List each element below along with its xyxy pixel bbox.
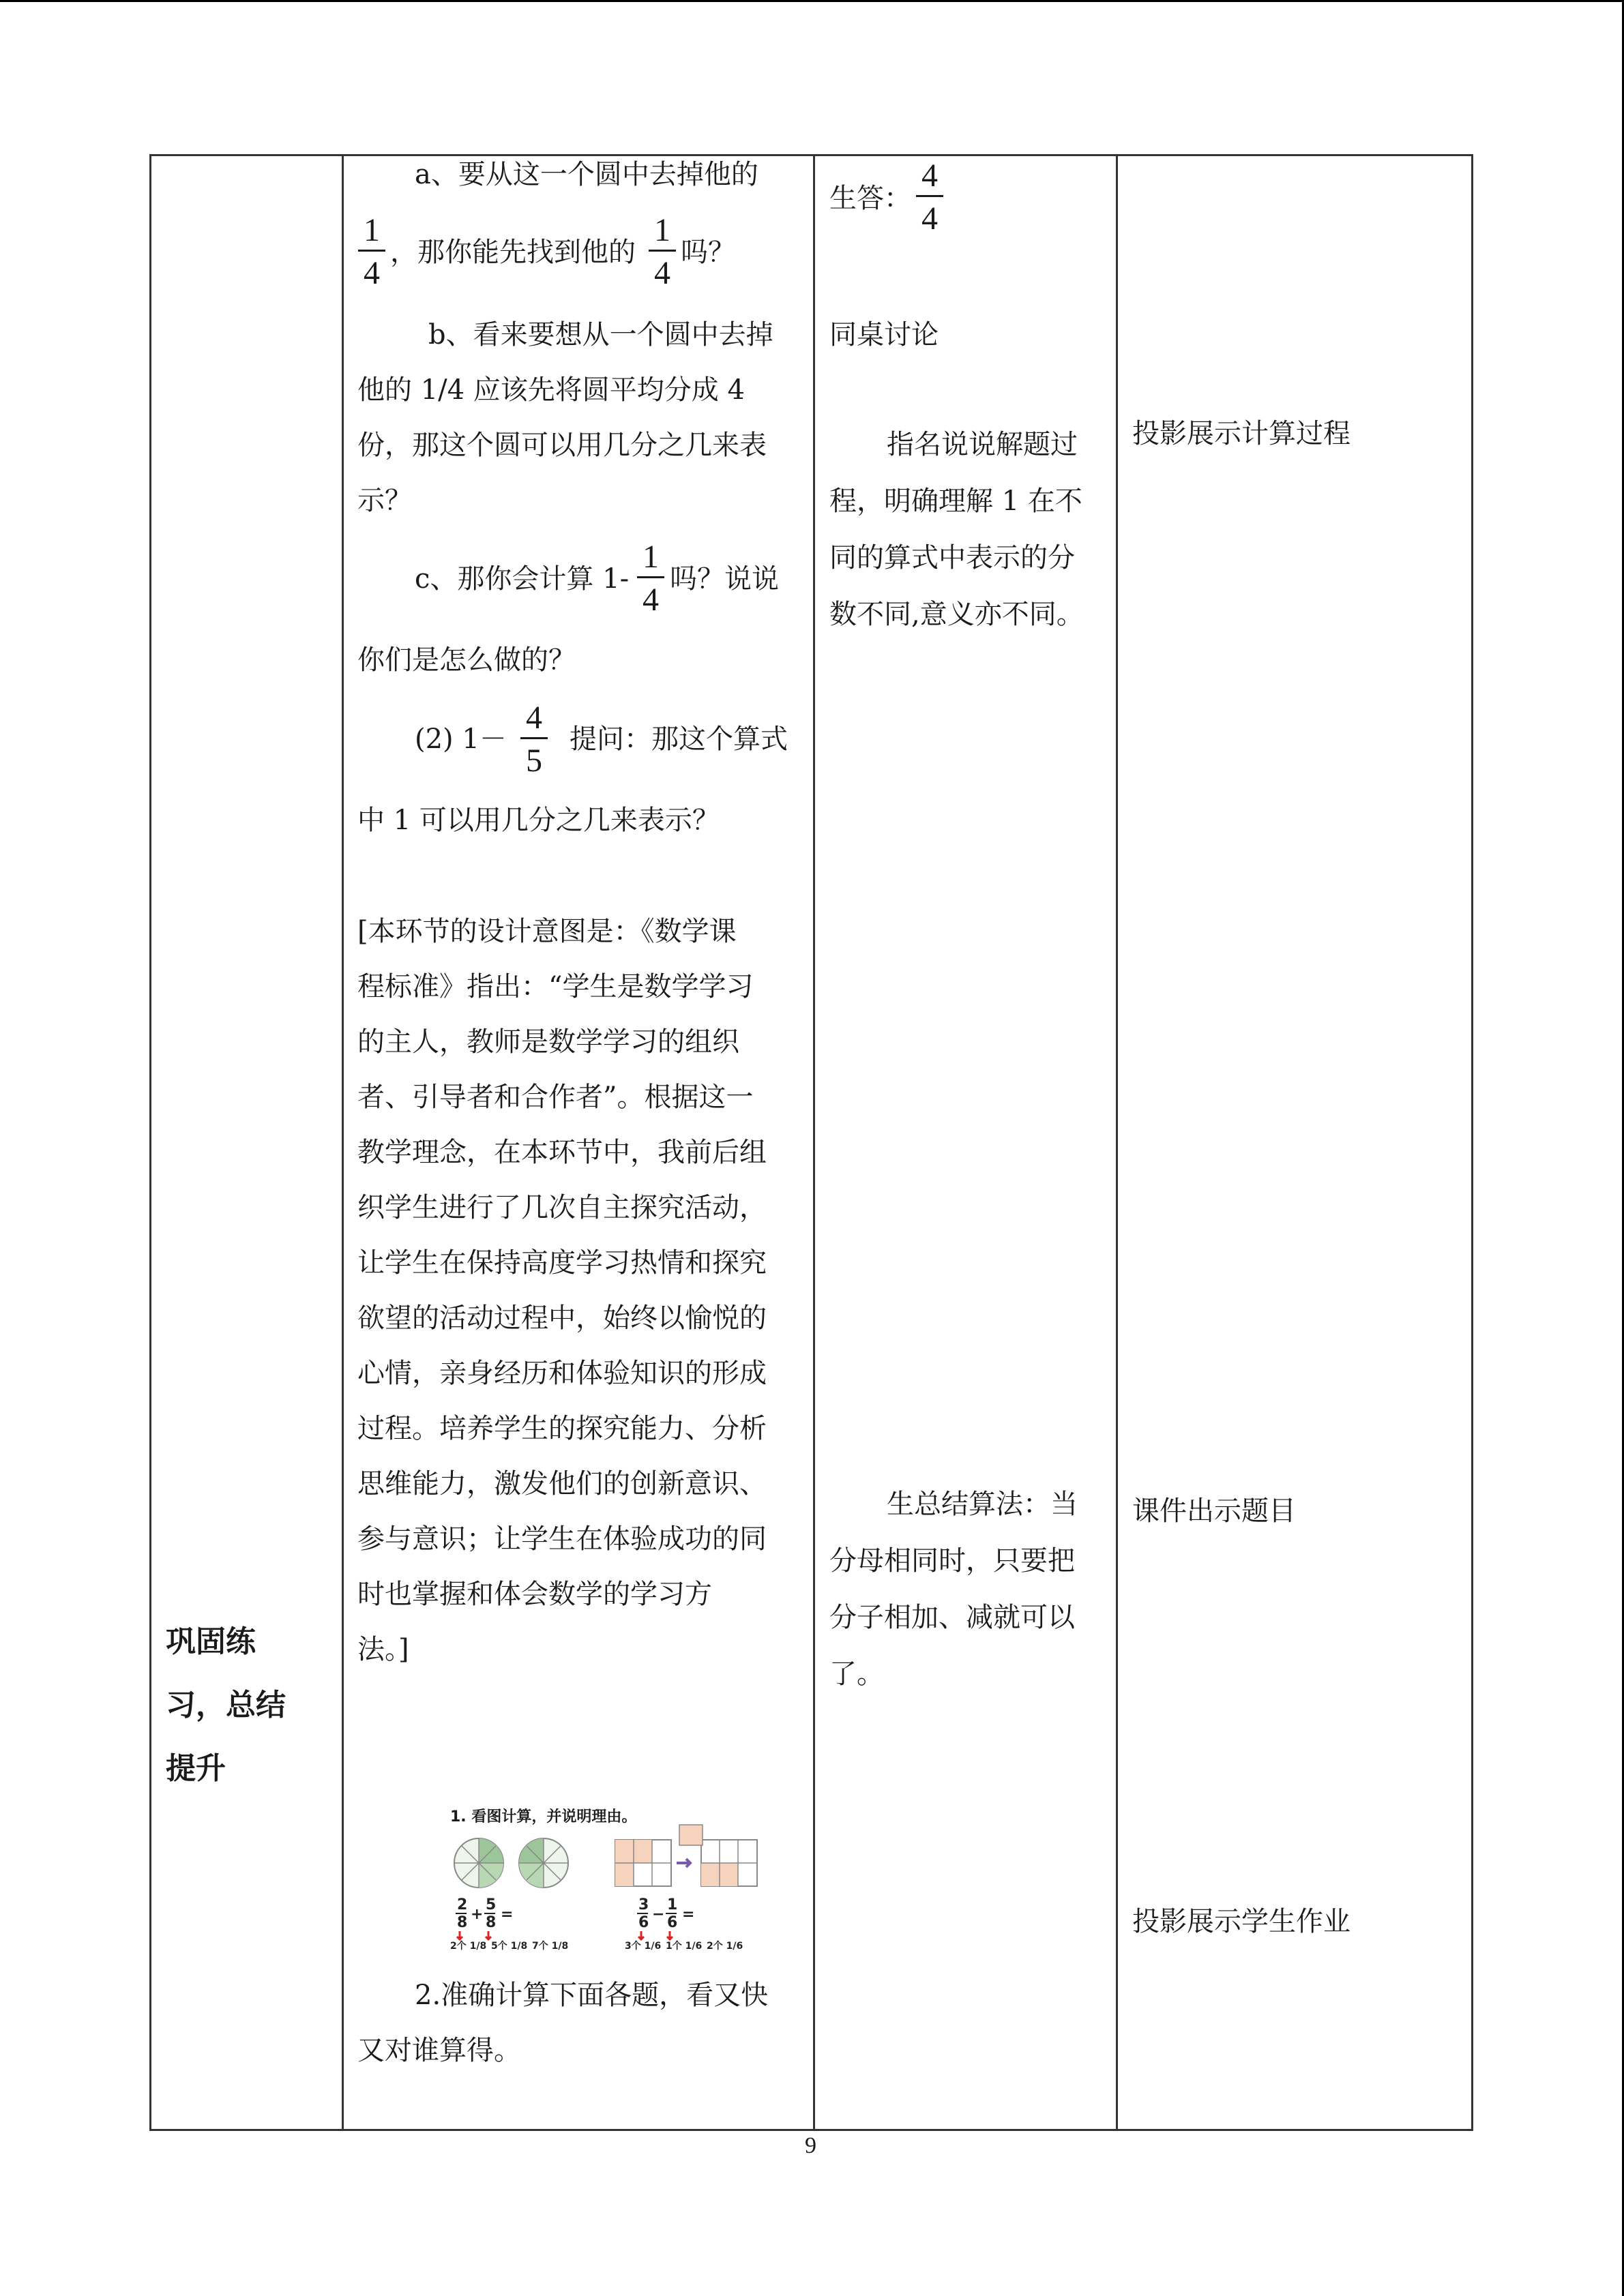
fraction-numerator: 4 xyxy=(921,158,938,194)
svg-text:2个 1/8: 2个 1/8 xyxy=(450,1941,487,1950)
fraction-numerator: 4 xyxy=(526,700,542,736)
figure-hint-arrows xyxy=(457,1931,673,1939)
question-c-line-1: c、那你会计算 1- xyxy=(415,563,630,595)
figure-hint-labels xyxy=(450,1940,743,1950)
design-line: 的主人，教师是数学学习的组织 xyxy=(357,1026,739,1058)
svg-text:=: = xyxy=(501,1906,514,1923)
question-a-line-2: ，那你能先找到他的 xyxy=(390,237,636,268)
fraction-denominator: 4 xyxy=(643,582,659,618)
svg-text:7个 1/8: 7个 1/8 xyxy=(532,1941,569,1950)
question-2-line-1: (2) 1－ xyxy=(415,724,507,755)
svg-text:=: = xyxy=(682,1906,695,1923)
svg-text:2个 1/6: 2个 1/6 xyxy=(707,1941,743,1950)
fraction-bar xyxy=(520,737,548,739)
explain-line: 数不同,意义亦不同。 xyxy=(829,599,1084,630)
design-line: 参与意识；让学生在体验成功的同 xyxy=(357,1523,767,1555)
question-a-line-2-end: 吗？ xyxy=(681,237,735,268)
fraction-denominator: 4 xyxy=(654,255,670,291)
fraction-numerator: 1 xyxy=(364,212,380,248)
svg-text:3: 3 xyxy=(638,1896,649,1913)
question-2-line-1-end: 提问：那这个算式 xyxy=(570,724,788,755)
exercise-2-line-2: 又对谁算得。 xyxy=(357,2035,521,2066)
svg-text:2: 2 xyxy=(457,1896,468,1913)
fraction-denominator: 5 xyxy=(526,743,542,779)
arrow-right-icon xyxy=(677,1859,690,1867)
svg-text:1个 1/6: 1个 1/6 xyxy=(666,1941,703,1950)
fraction-bar xyxy=(637,576,664,578)
table-col-line-4 xyxy=(1116,154,1118,2131)
summary-line: 分子相加、减就可以 xyxy=(829,1602,1075,1633)
svg-text:3个 1/6: 3个 1/6 xyxy=(625,1941,662,1950)
exercise-figure xyxy=(437,1800,791,1950)
courseware-note: 课件出示题目 xyxy=(1132,1495,1296,1527)
question-b-line-4: 示？ xyxy=(357,485,412,516)
design-line: 教学理念，在本环节中，我前后组 xyxy=(357,1137,767,1168)
question-a-line-1: a、要从这一个圆中去掉他的 xyxy=(415,159,758,190)
fraction-bar xyxy=(649,250,676,252)
table-col-line-2 xyxy=(342,154,344,2131)
question-c-line-1-end: 吗？说说 xyxy=(670,563,779,595)
svg-text:1: 1 xyxy=(667,1896,678,1913)
svg-text:8: 8 xyxy=(457,1914,468,1931)
top-border xyxy=(0,0,1624,2)
table-top-border xyxy=(149,154,1473,156)
section-title-line-3: 提升 xyxy=(166,1751,226,1786)
fraction-denominator: 4 xyxy=(364,255,380,291)
student-answer-label: 生答： xyxy=(829,183,911,214)
svg-text:5: 5 xyxy=(486,1896,497,1913)
projection-note: 投影展示计算过程 xyxy=(1132,418,1350,449)
table-bottom-border xyxy=(149,2129,1473,2131)
exercise-2-line-1: 2.准确计算下面各题，看又快 xyxy=(415,1980,769,2011)
svg-text:5个 1/8: 5个 1/8 xyxy=(491,1941,528,1950)
fraction-denominator: 4 xyxy=(921,200,938,237)
figure-equations xyxy=(456,1896,694,1931)
svg-text:6: 6 xyxy=(667,1914,678,1931)
section-title-line-2: 习，总结 xyxy=(166,1688,286,1723)
fraction-bar xyxy=(358,250,385,252)
design-line: 时也掌握和体会数学的学习方 xyxy=(357,1579,712,1610)
question-2-line-2: 中 1 可以用几分之几来表示？ xyxy=(357,805,720,836)
svg-text:8: 8 xyxy=(486,1914,497,1931)
page-number: 9 xyxy=(805,2133,816,2158)
design-line: 织学生进行了几次自主探究活动， xyxy=(357,1192,767,1223)
question-b-line-1: b、看来要想从一个圆中去掉 xyxy=(428,319,773,351)
design-line: 欲望的活动过程中，始终以愉悦的 xyxy=(357,1302,767,1334)
svg-text:−: − xyxy=(652,1906,665,1923)
design-line: 思维能力，激发他们的创新意识、 xyxy=(357,1468,767,1500)
svg-text:6: 6 xyxy=(638,1914,649,1931)
section-title-line-1: 巩固练 xyxy=(166,1624,256,1659)
svg-text:+: + xyxy=(471,1906,484,1923)
table-col-line-1 xyxy=(149,154,151,2131)
table-col-line-5 xyxy=(1471,154,1473,2131)
summary-line: 分母相同时，只要把 xyxy=(829,1545,1075,1577)
design-line: 过程。培养学生的探究能力、分析 xyxy=(357,1413,767,1444)
design-line: 者、引导者和合作者”。根据这一 xyxy=(357,1082,754,1113)
summary-line: 生总结算法：当 xyxy=(887,1489,1078,1520)
design-line: 让学生在保持高度学习热情和探究 xyxy=(357,1247,767,1279)
fraction-bar xyxy=(916,195,943,197)
pie-diagrams xyxy=(454,1838,568,1888)
fraction-numerator: 1 xyxy=(643,539,659,575)
design-line: 法。] xyxy=(357,1634,409,1665)
summary-line: 了。 xyxy=(829,1658,884,1690)
design-line: 心情，亲身经历和体验知识的形成 xyxy=(357,1358,767,1389)
question-c-line-2: 你们是怎么做的？ xyxy=(357,644,576,676)
explain-line: 同的算式中表示的分 xyxy=(829,542,1075,573)
grid-diagrams xyxy=(615,1825,757,1886)
question-b-line-3: 份，那这个圆可以用几分之几来表 xyxy=(357,430,767,461)
fraction-numerator: 1 xyxy=(654,212,670,248)
explain-line: 指名说说解题过 xyxy=(887,429,1078,460)
design-line: 程标准》指出：“学生是数学学习 xyxy=(357,971,754,1002)
homework-projection-note: 投影展示学生作业 xyxy=(1132,1906,1350,1937)
question-b-line-2: 他的 1/4 应该先将圆平均分成 4 xyxy=(357,374,745,406)
exercise-figure-title: 1. 看图计算，并说明理由。 xyxy=(450,1808,637,1825)
table-col-line-3 xyxy=(813,154,815,2131)
design-line: [本环节的设计意图是：《数学课 xyxy=(357,916,737,947)
explain-line: 程，明确理解 1 在不 xyxy=(829,486,1082,517)
desk-mate-discussion: 同桌讨论 xyxy=(829,319,939,351)
